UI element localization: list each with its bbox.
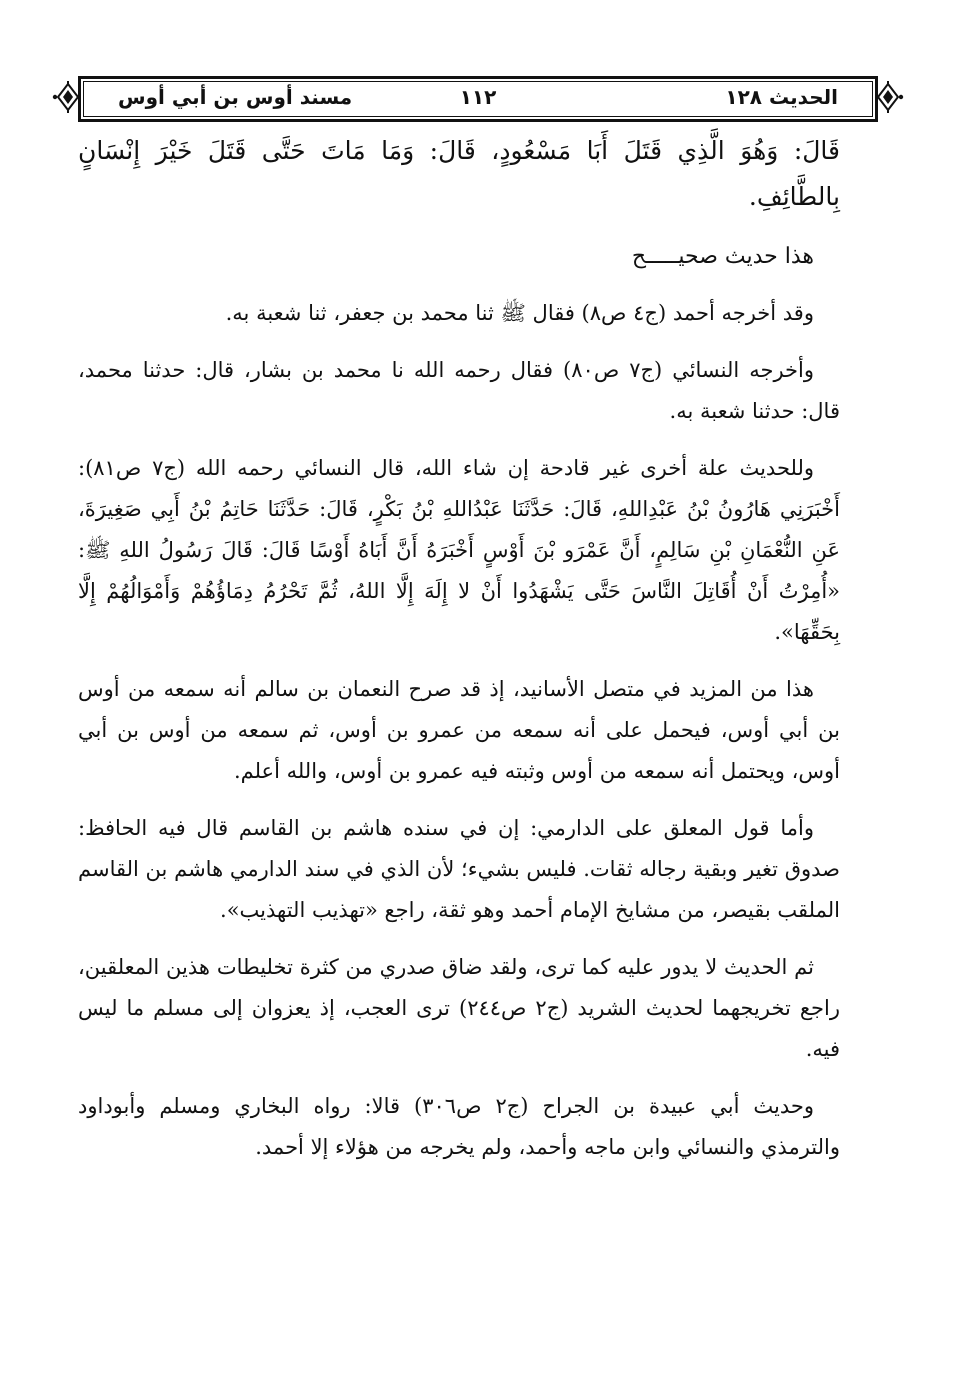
- running-header: [52, 74, 904, 122]
- commentators-critique: ثم الحديث لا يدور عليه كما ترى، ولقد ضاق صدري من كثرة تخليطات هذين المعلقين، راجع تخريجهما لحديث الشريد (ج٢ ص٢٤٤) ترى العجب، إذ يعزوان إلى مسلم ما ليس فيه.: [78, 955, 840, 1061]
- hadith-number: الحديث ١٢٨: [725, 85, 838, 109]
- page-number: ١١٢: [459, 85, 497, 109]
- takhrij-nasai: وأخرجه النسائي (ج٧ ص٨٠) فقال رحمه الله نا محمد بن بشار، قال: حدثنا محمد، قال: حدثنا شعبة به.: [78, 358, 840, 423]
- illah-paragraph: وللحديث علة أخرى غير قادحة إن شاء الله، قال النسائي رحمه الله (ج٧ ص٨١): أَخْبَرَنِي هَارُونُ بْنُ عَبْدِاللهِ، قَالَ: حَدَّثَنَا عَبْدُاللهِ بْنُ بَكْرٍ، قَالَ: حَدَّثَنَا حَاتِمُ بْنُ أَبِي صَغِيرَةَ، عَنِ النُّعْمَانِ بْنِ سَالِمٍ، أَنَّ عَمْرَو بْنَ أَوْسٍ أَخْبَرَهُ أَنَّ أَبَاهُ أَوْسًا قَالَ: قَالَ رَسُولُ اللهِ ﷺ: «أُمِرْتُ أَنْ أُقَاتِلَ النَّاسَ حَتَّى يَشْهَدُوا أَنْ لا إِلَهَ إِلَّا اللهُ، ثُمَّ تَحْرُمُ دِمَاؤُهُمْ وَأَمْوَالُهُمْ إِلَّا بِحَقِّهَا».: [78, 456, 840, 644]
- takhrij-ahmad: وقد أخرجه أحمد (ج٤ ص٨) فقال ﷺ ثنا محمد بن جعفر، ثنا شعبة به.: [225, 301, 814, 325]
- abu-ubaidah-hadith: وحديث أبي عبيدة بن الجراح (ج٢ ص٣٠٦) قالا: رواه البخاري ومسلم وأبوداود والترمذي والنسائي وابن ماجه وأحمد، ولم يخرجه من هؤلاء إلا أحمد.: [78, 1094, 840, 1159]
- grading-statement: هذا حديث صحيـــــح: [631, 244, 814, 269]
- mazid-paragraph: هذا من المزيد في متصل الأسانيد، إذ قد صرح النعمان بن سالم أنه سمعه من أوس بن أبي أوس، فيحمل على أنه سمعه من عمرو بن أوس، ثم سمعه من أوس بن أبي أوس، ويحتمل أنه سمعه من أوس وثبته فيه عمرو بن أوس، والله أعلم.: [78, 677, 840, 783]
- darimi-commentary: وأما قول المعلق على الدارمي: إن في سنده هاشم بن القاسم قال فيه الحافظ: صدوق تغير وبقية رجاله ثقات. فليس بشيء؛ لأن الذي في سند الدارمي هاشم بن القاسم الملقب بقيصر، من مشايخ الإمام أحمد وهو ثقة، راجع «تهذيب التهذيب».: [78, 816, 840, 922]
- page-body: [78, 128, 840, 1184]
- musnad-title: مسند أوس بن أبي أوس: [118, 85, 353, 109]
- hadith-text-continuation: قَالَ: وَهُوَ الَّذِي قَتَلَ أَبَا مَسْعُودٍ، قَالَ: وَمَا مَاتَ حَتَّى قَتَلَ خَيْرَ إِنْسَانٍ بِالطَّائِفِ.: [78, 136, 840, 211]
